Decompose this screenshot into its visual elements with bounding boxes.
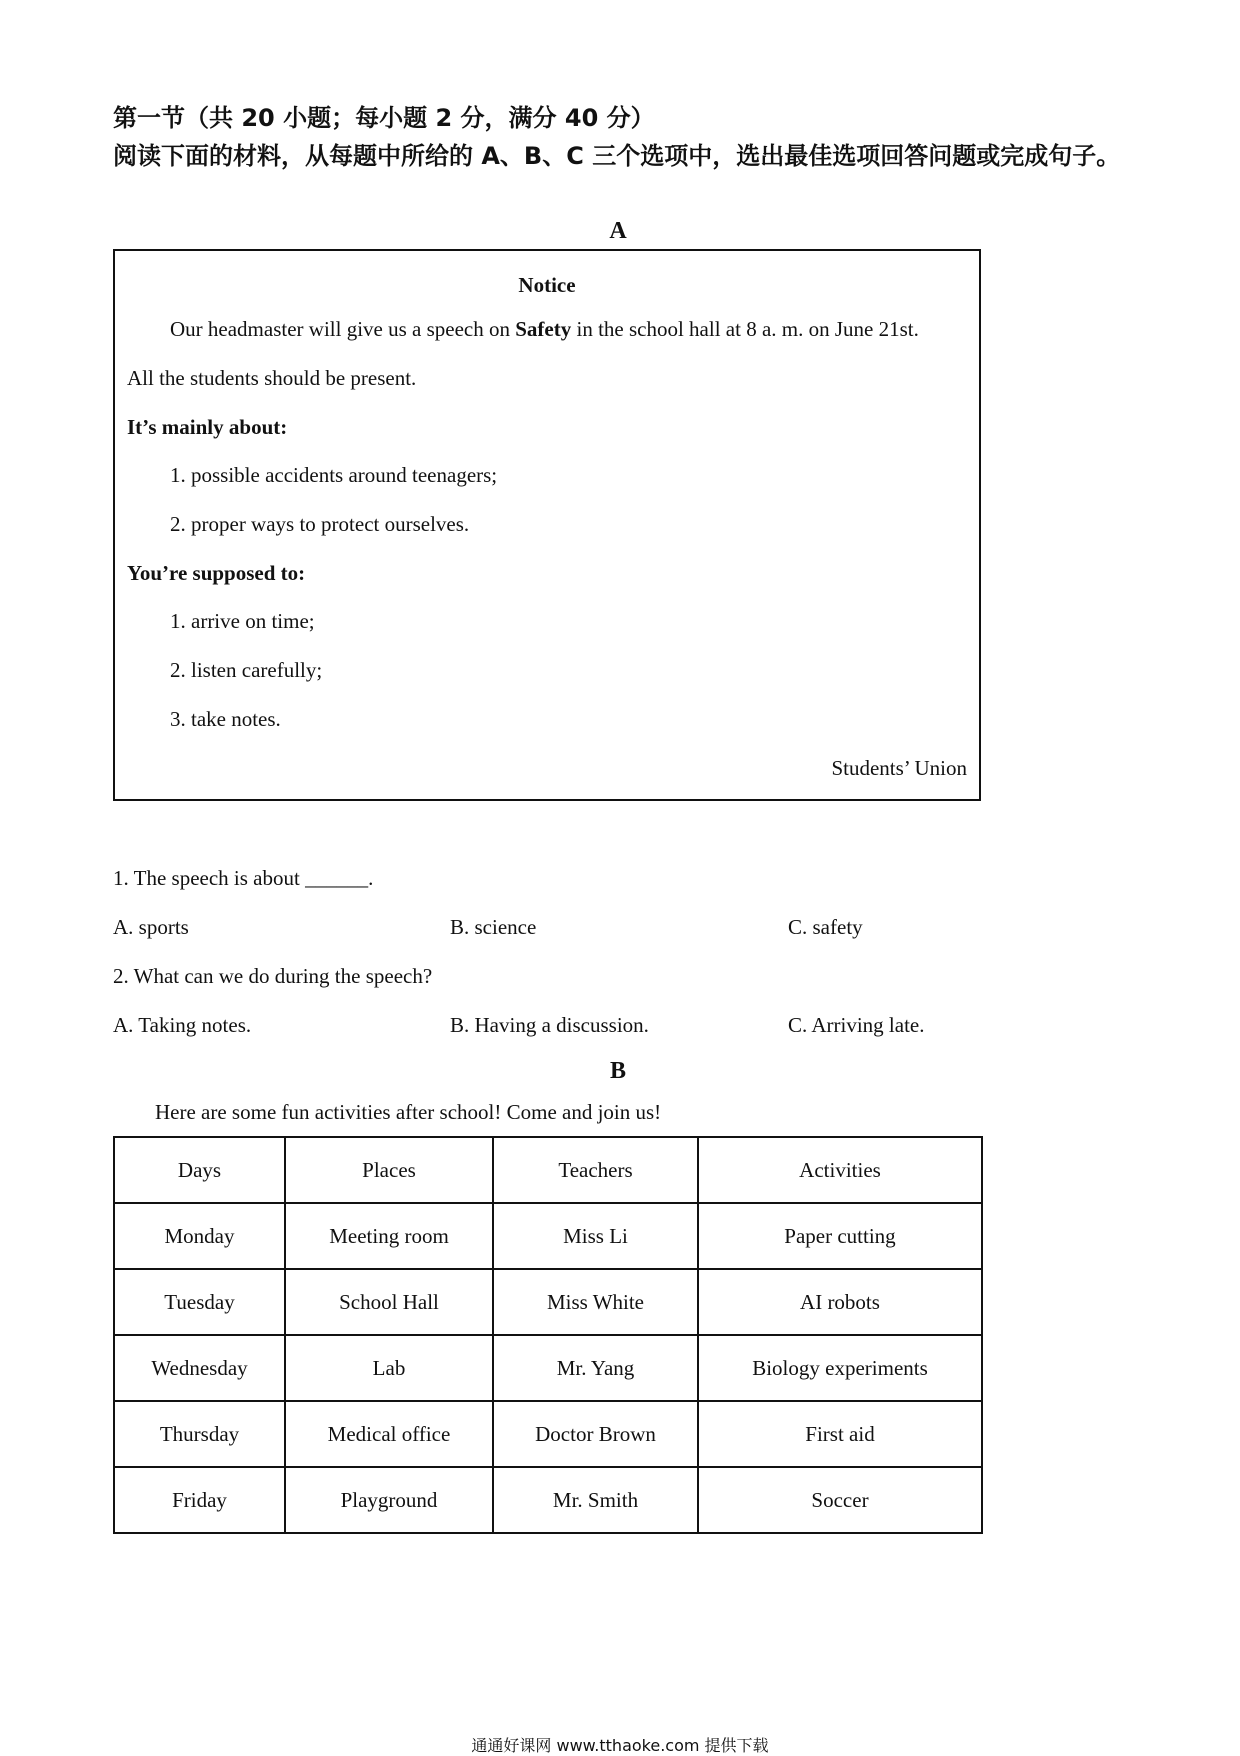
about-item: 1. possible accidents around teenagers; bbox=[170, 463, 498, 487]
table-cell: Mr. Smith bbox=[493, 1467, 698, 1533]
activity-table bbox=[113, 1136, 983, 1534]
table-row bbox=[114, 1335, 982, 1401]
supposed-item: 2. listen carefully; bbox=[170, 658, 323, 682]
table-header-row bbox=[114, 1137, 982, 1203]
table-cell: Lab bbox=[285, 1335, 493, 1401]
table-cell: Playground bbox=[285, 1467, 493, 1533]
part-b-label: B bbox=[609, 1058, 626, 1084]
table-cell: Meeting room bbox=[285, 1203, 493, 1269]
question-2-option-b: B. Having a discussion. bbox=[450, 1013, 649, 1037]
table-row bbox=[114, 1269, 982, 1335]
section-title: 第一节（共 20 小题；每小题 2 分，满分 40 分） bbox=[113, 104, 655, 132]
table-cell: Thursday bbox=[114, 1401, 285, 1467]
section-instruction: 阅读下面的材料，从每题中所给的 A、B、C 三个选项中，选出最佳选项回答问题或完成句子。 bbox=[113, 142, 1121, 170]
question-1-option-b: B. science bbox=[450, 915, 537, 939]
header-teachers: Teachers bbox=[493, 1137, 698, 1203]
notice-title: Notice bbox=[518, 273, 576, 297]
about-item: 2. proper ways to protect ourselves. bbox=[170, 512, 470, 536]
about-heading: It’s mainly about: bbox=[127, 415, 288, 439]
page-footer: 通通好课网 www.tthaoke.com 提供下载 bbox=[471, 1736, 769, 1755]
header-days: Days bbox=[114, 1137, 285, 1203]
table-cell: Medical office bbox=[285, 1401, 493, 1467]
question-1-option-c: C. safety bbox=[788, 915, 863, 939]
question-1-option-a: A. sports bbox=[113, 915, 189, 939]
notice-box bbox=[113, 249, 981, 801]
table-cell: Mr. Yang bbox=[493, 1335, 698, 1401]
table-cell: Biology experiments bbox=[698, 1335, 982, 1401]
question-2-stem: 2. What can we do during the speech? bbox=[113, 964, 433, 988]
header-activities: Activities bbox=[698, 1137, 982, 1203]
supposed-item: 3. take notes. bbox=[170, 707, 281, 731]
notice-topic: Safety bbox=[515, 317, 572, 341]
table-cell: First aid bbox=[698, 1401, 982, 1467]
table-cell: Miss White bbox=[493, 1269, 698, 1335]
supposed-heading: You’re supposed to: bbox=[127, 561, 306, 585]
table-row bbox=[114, 1467, 982, 1533]
header-places: Places bbox=[285, 1137, 493, 1203]
table-cell: Paper cutting bbox=[698, 1203, 982, 1269]
notice-line-1 bbox=[170, 315, 919, 343]
table-cell: Wednesday bbox=[114, 1335, 285, 1401]
part-a-label: A bbox=[609, 218, 627, 244]
notice-line-1-end: in the school hall at 8 a. m. on June 21st. bbox=[571, 317, 919, 341]
table-cell: Friday bbox=[114, 1467, 285, 1533]
table-cell: School Hall bbox=[285, 1269, 493, 1335]
table-cell: Miss Li bbox=[493, 1203, 698, 1269]
question-2-option-a: A. Taking notes. bbox=[113, 1013, 252, 1037]
notice-line-1-start: Our headmaster will give us a speech on bbox=[170, 317, 516, 341]
table-cell: Monday bbox=[114, 1203, 285, 1269]
question-2-option-c: C. Arriving late. bbox=[788, 1013, 925, 1037]
table-cell: Soccer bbox=[698, 1467, 982, 1533]
table-cell: AI robots bbox=[698, 1269, 982, 1335]
table-cell: Tuesday bbox=[114, 1269, 285, 1335]
notice-signature: Students’ Union bbox=[831, 756, 967, 780]
question-1-stem: 1. The speech is about ______. bbox=[113, 866, 374, 890]
supposed-item: 1. arrive on time; bbox=[170, 609, 315, 633]
part-b-intro: Here are some fun activities after school! Come and join us! bbox=[155, 1100, 662, 1124]
table-row bbox=[114, 1203, 982, 1269]
table-row bbox=[114, 1401, 982, 1467]
table-cell: Doctor Brown bbox=[493, 1401, 698, 1467]
notice-line-2: All the students should be present. bbox=[127, 366, 417, 390]
